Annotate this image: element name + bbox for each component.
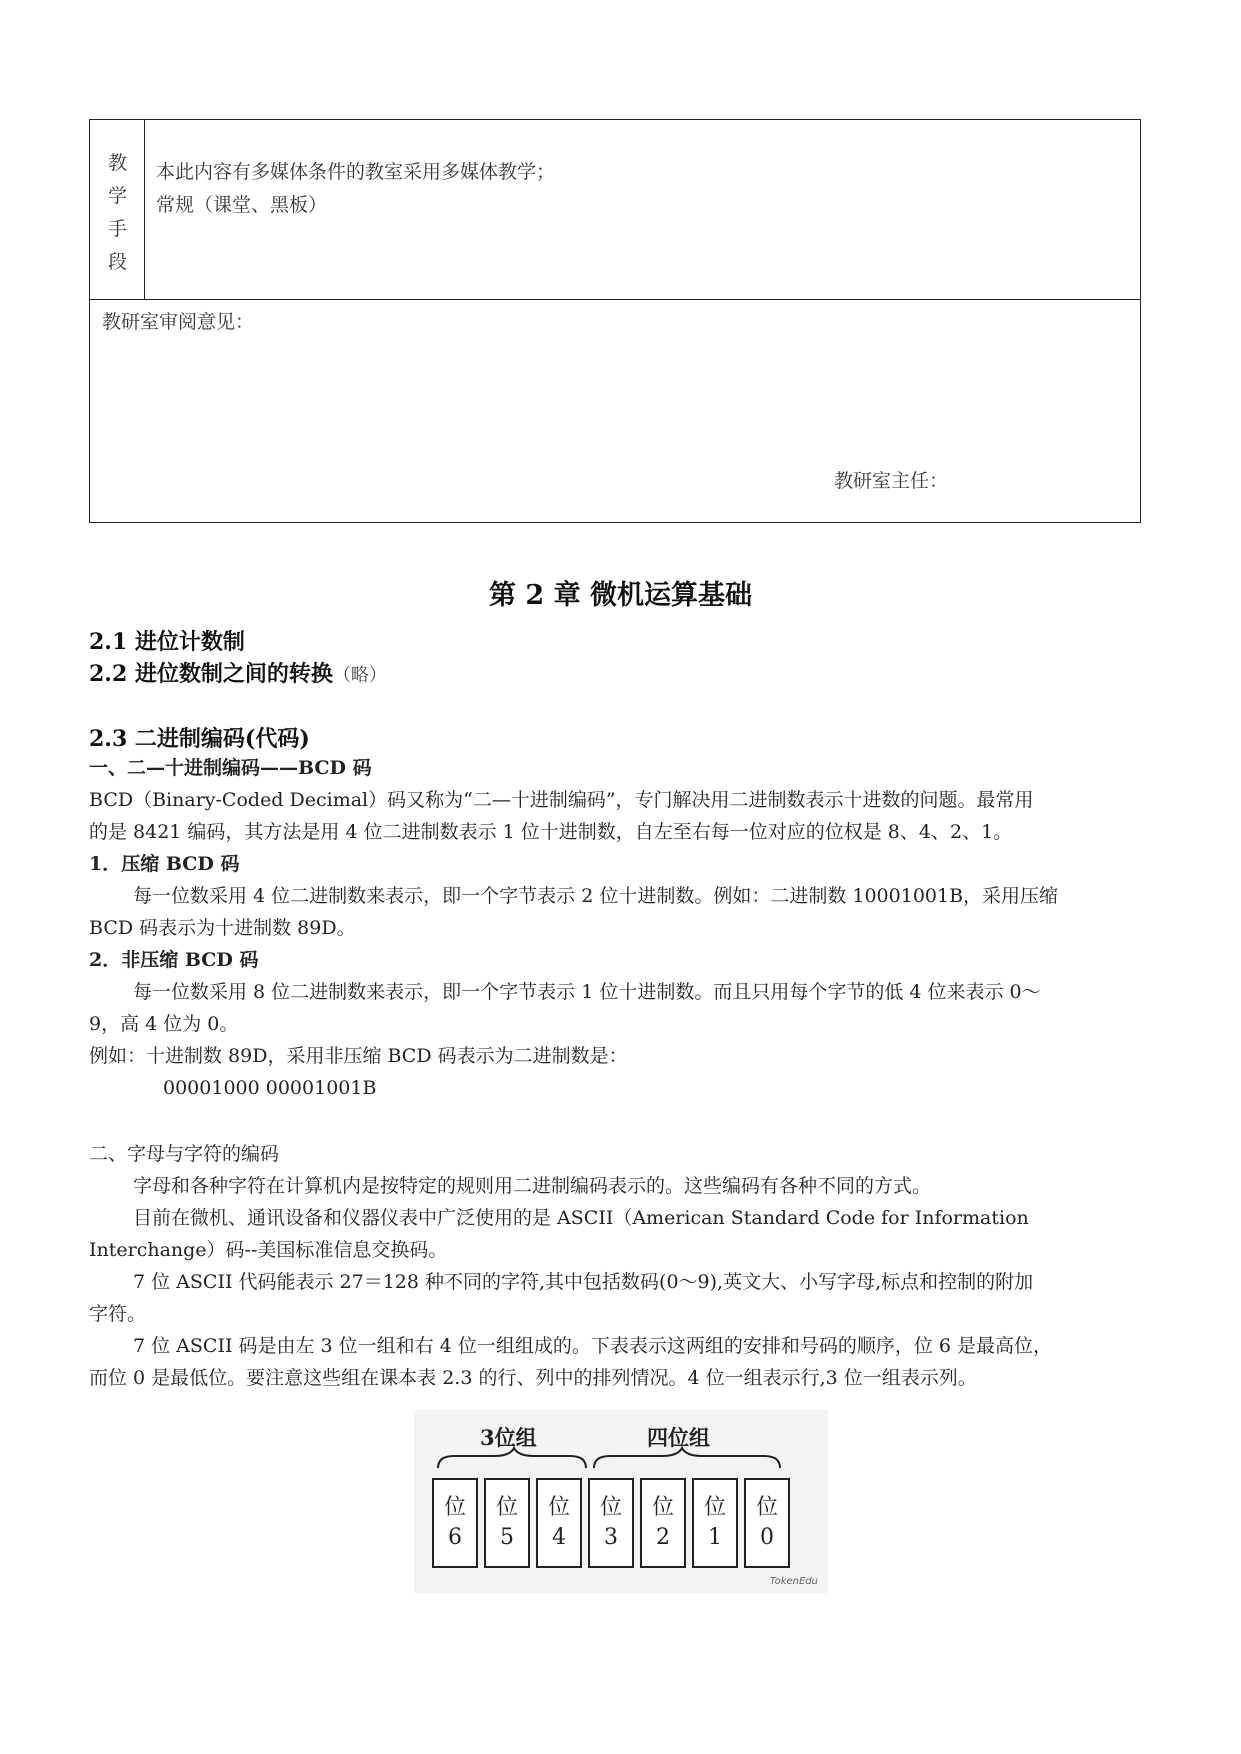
- review-label: 教研室审阅意见：: [102, 311, 255, 333]
- ascii-paragraph-4-line1: 7 位 ASCII 码是由左 3 位一组和右 4 位一组组成的。下表表示这两组的安排和号码的顺序，位 6 是最高位，: [133, 1335, 1052, 1357]
- ascii-paragraph-2-line2: Interchange）码--美国标准信息交换码。: [89, 1239, 448, 1261]
- example-binary-value: 00001000 00001001B: [163, 1077, 377, 1099]
- watermark-logo: TokenEdu: [769, 1576, 818, 1587]
- bit-box-1: 位 1: [692, 1478, 738, 1568]
- unpacked-bcd-heading: 2．非压缩 BCD 码: [89, 949, 259, 971]
- ascii-paragraph-3-line1: 7 位 ASCII 代码能表示 27＝128 种不同的字符,其中包括数码(0～9),英文大、小写字母,标点和控制的附加: [133, 1271, 1034, 1293]
- bit-box-2: 位 2: [640, 1478, 686, 1568]
- ascii-paragraph-1: 字母和各种字符在计算机内是按特定的规则用二进制编码表示的。这些编码有各种不同的方式。: [133, 1175, 932, 1197]
- label-char: 学: [108, 185, 128, 207]
- bit-box-3: 位 3: [588, 1478, 634, 1568]
- teaching-method-line1: 本此内容有多媒体条件的教室采用多媒体教学；: [156, 161, 556, 183]
- bcd-heading: 一、二—十进制编码——BCD 码: [89, 757, 372, 779]
- section-2-2-title: 2.2 进位数制之间的转换: [89, 661, 333, 687]
- bit-box-0: 位 0: [744, 1478, 790, 1568]
- bit-box-4: 位 4: [536, 1478, 582, 1568]
- bit-box-5: 位 5: [484, 1478, 530, 1568]
- teaching-method-line2: 常规（课堂、黑板）: [156, 194, 328, 216]
- ascii-paragraph-3-line2: 字符。: [89, 1303, 147, 1325]
- section-2-2-note: （略）: [332, 665, 387, 686]
- section-2-3: 2.3 二进制编码(代码): [89, 726, 310, 752]
- group-4-label: 四位组: [647, 1425, 710, 1450]
- group-3-label: 3位组: [480, 1425, 537, 1450]
- packed-bcd-line1: 每一位数采用 4 位二进制数来表示，即一个字节表示 2 位十进制数。例如：二进制数 10001001B，采用压缩: [133, 885, 1059, 907]
- unpacked-bcd-line1: 每一位数采用 8 位二进制数来表示，即一个字节表示 1 位十进制数。而且只用每个字节的低 4 位来表示 0～: [133, 981, 1041, 1003]
- teaching-method-label: [90, 120, 145, 299]
- packed-bcd-heading: 1．压缩 BCD 码: [89, 853, 240, 875]
- label-char: 教: [108, 152, 128, 174]
- section-2-1: 2.1 进位计数制: [89, 629, 245, 655]
- section-2-2: [89, 657, 387, 688]
- example-line: 例如：十进制数 89D，采用非压缩 BCD 码表示为二进制数是：: [89, 1045, 628, 1067]
- label-char: 段: [108, 251, 128, 273]
- group-braces: [414, 1410, 828, 1480]
- ascii-heading: 二、字母与字符的编码: [89, 1143, 280, 1165]
- ascii-paragraph-4-line2: 而位 0 是最低位。要注意这些组在课本表 2.3 的行、列中的排列情况。4 位一组表示行,3 位一组表示列。: [89, 1367, 977, 1389]
- bcd-paragraph-line2: 的是 8421 编码，其方法是用 4 位二进制数表示 1 位十进制数，自左至右每一位对应的位权是 8、4、2、1。: [89, 821, 1013, 843]
- teaching-method-row: [90, 120, 1140, 300]
- unpacked-bcd-line2: 9，高 4 位为 0。: [89, 1013, 239, 1035]
- label-char: 手: [108, 218, 128, 240]
- teaching-info-table: [89, 119, 1141, 523]
- ascii-paragraph-2-line1: 目前在微机、通讯设备和仪器仪表中广泛使用的是 ASCII（American Standard Code for Information: [133, 1207, 1029, 1229]
- bcd-paragraph-line1: BCD（Binary-Coded Decimal）码又称为“二—十进制编码”，专门解决用二进制数表示十进数的问题。最常用: [89, 789, 1034, 811]
- ascii-bit-groups-figure: [414, 1410, 828, 1593]
- director-label: 教研室主任：: [834, 470, 949, 492]
- bit-box-6: 位 6: [432, 1478, 478, 1568]
- chapter-title: 第 2 章 微机运算基础: [489, 580, 752, 611]
- packed-bcd-line2: BCD 码表示为十进制数 89D。: [89, 917, 356, 939]
